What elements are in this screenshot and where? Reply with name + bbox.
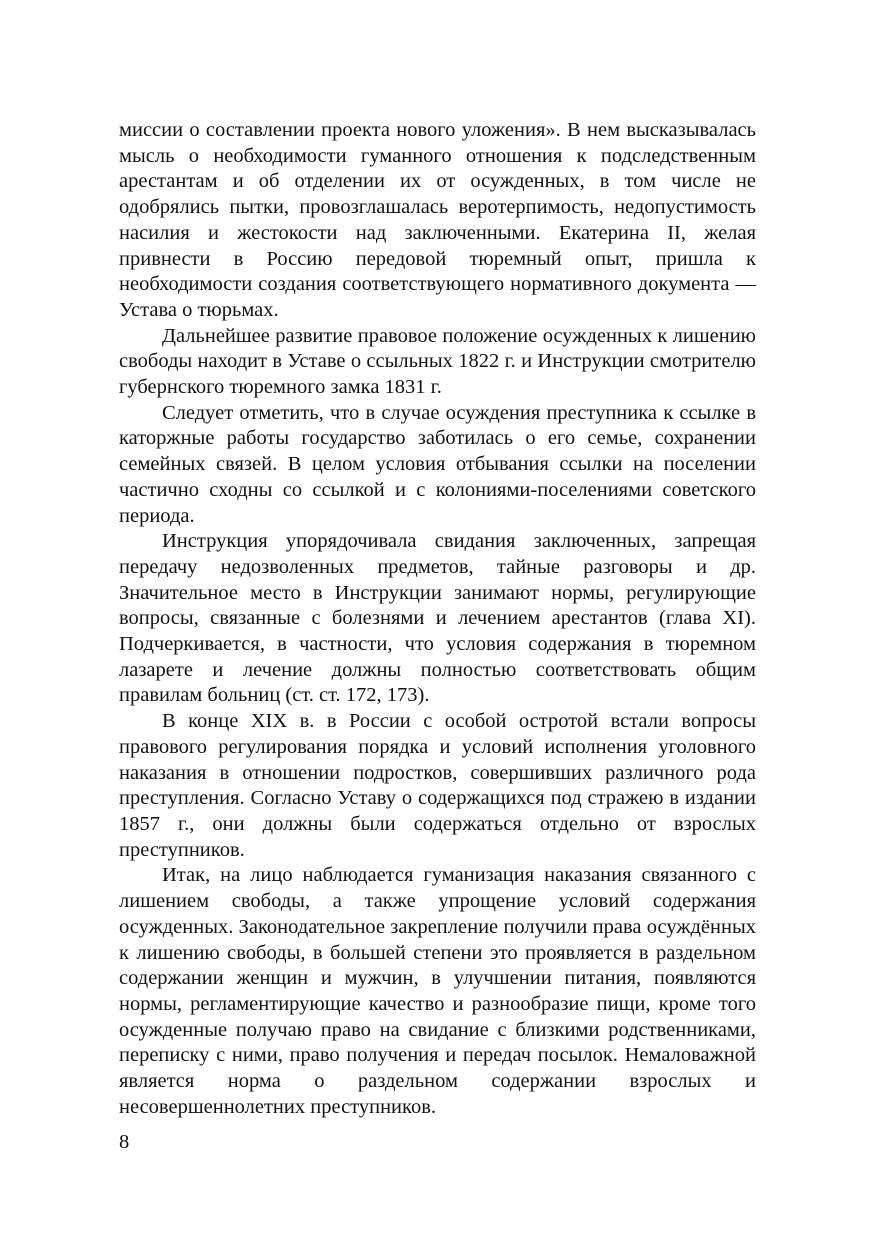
page-body	[119, 118, 756, 1120]
paragraph-3: Следует отметить, что в случае осуждения преступника к ссылке в каторжные работы государство заботилась о его семье, сохранении семейных связей. В целом условия отбывания ссылки на поселении частично сходны со ссылкой и с колониями-поселениями советского периода.	[119, 401, 756, 527]
paragraph-5: В конце XIX в. в России с особой остротой встали вопросы правового регулирования порядка и условий исполнения уголовного наказания в отношении подростков, совершивших различного рода преступления. Согласно Уставу о содержащихся под стражею в издании 1857 г., они должны были содержаться отдельно от взрослых преступников.	[119, 710, 756, 861]
paragraph-2: Дальнейшее развитие правовое положение осужденных к лишению свободы находит в Уставе о ссыльных 1822 г. и Инструкции смотрителю губернского тюремного замка 1831 г.	[119, 324, 756, 399]
page-number: 8	[119, 1131, 130, 1153]
paragraph-4: Инструкция упорядочивала свидания заключенных, запрещая передачу недозволенных предметов, тайные разговоры и др. Значительное место в Инструкции занимают нормы, регулирующие вопросы, связанные с болезнями и лечением арестантов (глава XI). Подчеркивается, в частности, что условия содержания в тюремном лазарете и лечение должны полностью соответствовать общим правилам больниц (ст. ст. 172, 173).	[119, 530, 756, 707]
paragraph-6: Итак, на лицо наблюдается гуманизация наказания связанного с лишением свободы, а также упрощение условий содержания осужденных. Законодательное закрепление получили права осуждённых к лишению свободы, в большей степени это проявляется в раздельном содержании женщин и мужчин, в улучшении питания, появляются нормы, регламентирующие качество и разнообразие пищи, кроме того осужденные получаю право на свидание с близкими родственниками, переписку с ними, право получения и передач посылок. Немаловажной является норма о раздельном содержании взрослых и несовершеннолетних преступников.	[119, 864, 756, 1118]
paragraph-1: миссии о составлении проекта нового уложения». В нем высказывалась мысль о необходимости гуманного отношения к подследственным арестантам и об отделении их от осужденных, в том числе не одобрялись пытки, провозглашалась веротерпимость, недопустимость насилия и жестокости над заключенными. Екатерина II, желая привнести в Россию передовой тюремный опыт, пришла к необходимости создания соответствующего нормативного документа — Устава о тюрьмах.	[119, 119, 756, 321]
